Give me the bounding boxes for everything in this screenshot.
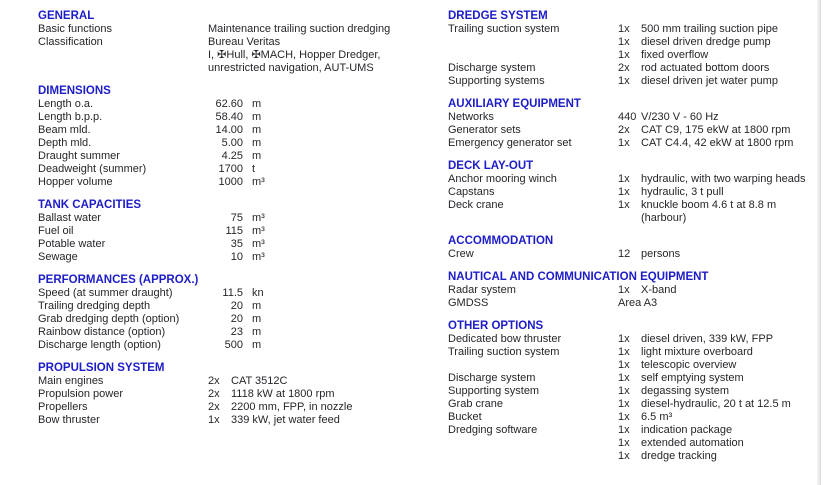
spec-quantity: 440 bbox=[618, 111, 637, 123]
spec-value-unit: m³ bbox=[252, 251, 265, 263]
spec-value-line: I, ✠Hull, ✠MACH, Hopper Dredger, bbox=[208, 49, 381, 61]
section-title: AUXILIARY EQUIPMENT bbox=[448, 98, 581, 110]
spec-description: CAT C4.4, 42 ekW at 1800 rpm bbox=[641, 137, 794, 149]
spec-value-unit: m³ bbox=[252, 212, 265, 224]
section-propulsion-system bbox=[38, 362, 448, 427]
section-nautical-and-communication-equipment bbox=[448, 271, 822, 310]
spec-values bbox=[618, 137, 822, 150]
spec-value-unit: kn bbox=[252, 287, 264, 299]
spec-value-number: 4.25 bbox=[221, 150, 243, 162]
spec-value-unit: m bbox=[252, 313, 262, 325]
section-dimensions bbox=[38, 85, 448, 189]
spec-quantity: 2x bbox=[208, 401, 220, 413]
spec-quantity: 1x bbox=[618, 346, 630, 358]
spec-value-number: 5.00 bbox=[221, 137, 243, 149]
spec-row bbox=[38, 313, 448, 326]
spec-values bbox=[618, 23, 822, 62]
spec-value-line bbox=[618, 199, 822, 212]
spec-quantity: 1x bbox=[618, 36, 630, 48]
spec-row bbox=[448, 124, 822, 137]
spec-row bbox=[448, 248, 822, 261]
spec-value-line bbox=[618, 372, 822, 385]
spec-description: hydraulic, 3 t pull bbox=[641, 186, 724, 198]
spec-label: Networks bbox=[448, 111, 494, 123]
spec-quantity: 2x bbox=[618, 124, 630, 136]
spec-value-number: 23 bbox=[230, 326, 243, 338]
section-auxiliary-equipment bbox=[448, 98, 822, 150]
spec-values bbox=[208, 375, 448, 388]
spec-row bbox=[38, 124, 448, 137]
spec-description: persons bbox=[641, 248, 681, 260]
spec-value-line bbox=[618, 333, 822, 346]
spec-values bbox=[618, 284, 822, 297]
spec-value-line bbox=[208, 401, 448, 414]
spec-row bbox=[448, 424, 822, 463]
section-other-options bbox=[448, 320, 822, 463]
spec-label: Length b.p.p. bbox=[38, 111, 103, 123]
spec-values bbox=[618, 398, 822, 411]
spec-value-number: 75 bbox=[230, 212, 243, 224]
spec-label: Trailing suction system bbox=[448, 346, 560, 358]
spec-row bbox=[448, 23, 822, 62]
spec-row bbox=[448, 137, 822, 150]
spec-values bbox=[208, 23, 448, 36]
spec-values bbox=[618, 62, 822, 75]
spec-value-line bbox=[618, 62, 822, 75]
spec-row bbox=[38, 23, 448, 36]
spec-description: CAT 3512C bbox=[231, 375, 288, 387]
spec-description: degassing system bbox=[641, 385, 730, 397]
spec-value-line bbox=[618, 212, 822, 225]
spec-value-unit: m³ bbox=[252, 225, 265, 237]
spec-values bbox=[618, 199, 822, 225]
spec-description: X-band bbox=[641, 284, 677, 296]
spec-row bbox=[448, 199, 822, 225]
spec-value-line: Bureau Veritas bbox=[208, 36, 281, 48]
section-deck-lay-out bbox=[448, 160, 822, 225]
spec-description: diesel driven, 339 kW, FPP bbox=[641, 333, 774, 345]
spec-description: 2200 mm, FPP, in nozzle bbox=[231, 401, 353, 413]
spec-value-number: 58.40 bbox=[215, 111, 243, 123]
spec-value-line bbox=[618, 111, 822, 124]
page-edge-shadow bbox=[816, 0, 821, 485]
spec-values bbox=[208, 36, 448, 75]
spec-row bbox=[38, 326, 448, 339]
spec-label: Discharge length (option) bbox=[38, 339, 161, 351]
spec-quantity: 1x bbox=[618, 173, 630, 185]
spec-quantity: 1x bbox=[618, 49, 630, 61]
section-performances-approx bbox=[38, 274, 448, 352]
spec-description: 1118 kW at 1800 rpm bbox=[231, 388, 335, 400]
spec-label: Grab crane bbox=[448, 398, 504, 410]
spec-label: Classification bbox=[38, 36, 103, 48]
spec-description: (harbour) bbox=[641, 212, 687, 224]
spec-label: Trailing dredging depth bbox=[38, 300, 151, 312]
spec-quantity: 1x bbox=[618, 186, 630, 198]
section-tank-capacities bbox=[38, 199, 448, 264]
spec-description: V/230 V - 60 Hz bbox=[641, 111, 719, 123]
spec-value-line bbox=[618, 284, 822, 297]
spec-row bbox=[38, 388, 448, 401]
spec-label: Bucket bbox=[448, 411, 482, 423]
spec-column-right bbox=[448, 10, 822, 473]
spec-description: self emptying system bbox=[641, 372, 744, 384]
spec-value-unit: m bbox=[252, 326, 262, 338]
spec-quantity: 1x bbox=[208, 414, 220, 426]
spec-description: knuckle boom 4.6 t at 8.8 m bbox=[641, 199, 777, 211]
spec-description: 6.5 m³ bbox=[641, 411, 673, 423]
spec-value-line bbox=[208, 388, 448, 401]
spec-label: Generator sets bbox=[448, 124, 521, 136]
spec-label: Hopper volume bbox=[38, 176, 113, 188]
spec-value-number: 35 bbox=[230, 238, 243, 250]
spec-description: light mixture overboard bbox=[641, 346, 753, 358]
spec-value-line bbox=[618, 385, 822, 398]
spec-description: diesel driven dredge pump bbox=[641, 36, 771, 48]
spec-quantity: 2x bbox=[618, 62, 630, 74]
spec-value-unit: m bbox=[252, 137, 262, 149]
spec-label: Bow thruster bbox=[38, 414, 100, 426]
spec-value-number: 11.5 bbox=[222, 287, 243, 299]
spec-label: Rainbow distance (option) bbox=[38, 326, 166, 338]
spec-value-line bbox=[618, 186, 822, 199]
spec-value-number: 10 bbox=[230, 251, 243, 263]
spec-value-line: Maintenance trailing suction dredging bbox=[208, 23, 391, 35]
spec-values bbox=[618, 75, 822, 88]
section-general bbox=[38, 10, 448, 75]
spec-label: Discharge system bbox=[448, 372, 536, 384]
spec-value-line bbox=[618, 49, 822, 62]
spec-quantity: 1x bbox=[618, 75, 630, 87]
spec-label: Radar system bbox=[448, 284, 516, 296]
spec-label: Propulsion power bbox=[38, 388, 123, 400]
spec-values bbox=[618, 411, 822, 424]
spec-description: rod actuated bottom doors bbox=[641, 62, 770, 74]
spec-value-number: 20 bbox=[230, 313, 243, 325]
spec-quantity: 1x bbox=[618, 284, 630, 296]
spec-values bbox=[618, 424, 822, 463]
spec-quantity: 2x bbox=[208, 388, 220, 400]
spec-quantity: 2x bbox=[208, 375, 220, 387]
spec-value-line bbox=[208, 414, 448, 427]
section-title: NAUTICAL AND COMMUNICATION EQUIPMENT bbox=[448, 271, 709, 283]
section-title: GENERAL bbox=[38, 10, 95, 22]
spec-label: Sewage bbox=[38, 251, 78, 263]
spec-label: Deck crane bbox=[448, 199, 504, 211]
section-title: PERFORMANCES (APPROX.) bbox=[38, 274, 199, 286]
spec-row bbox=[448, 62, 822, 75]
spec-quantity: 1x bbox=[618, 23, 630, 35]
spec-value-line bbox=[618, 450, 822, 463]
spec-description: hydraulic, with two warping heads bbox=[641, 173, 806, 185]
spec-label: Deadweight (summer) bbox=[38, 163, 147, 175]
spec-label: GMDSS bbox=[448, 297, 489, 309]
spec-value-unit: m bbox=[252, 124, 262, 136]
spec-quantity: 1x bbox=[618, 372, 630, 384]
section-title: DREDGE SYSTEM bbox=[448, 10, 548, 22]
spec-quantity: 1x bbox=[618, 137, 630, 149]
spec-label: Beam mld. bbox=[38, 124, 91, 136]
spec-row bbox=[38, 300, 448, 313]
spec-value-number: 14.00 bbox=[215, 124, 243, 136]
spec-value-unit: t bbox=[252, 163, 256, 175]
spec-label: Emergency generator set bbox=[448, 137, 572, 149]
spec-row bbox=[38, 401, 448, 414]
spec-label: Supporting system bbox=[448, 385, 540, 397]
spec-row bbox=[448, 173, 822, 186]
spec-quantity bbox=[618, 212, 641, 225]
spec-row bbox=[38, 238, 448, 251]
spec-label: Anchor mooring winch bbox=[448, 173, 557, 185]
section-title: DECK LAY-OUT bbox=[448, 160, 534, 172]
spec-description: telescopic overview bbox=[641, 359, 737, 371]
spec-values bbox=[618, 173, 822, 186]
spec-label: Dedicated bow thruster bbox=[448, 333, 562, 345]
spec-value-unit: m bbox=[252, 339, 262, 351]
spec-value-number: 115 bbox=[225, 225, 243, 237]
spec-label: Speed (at summer draught) bbox=[38, 287, 173, 299]
spec-value-line bbox=[618, 36, 822, 49]
spec-description: diesel-hydraulic, 20 t at 12.5 m bbox=[641, 398, 791, 410]
spec-row bbox=[38, 98, 448, 111]
spec-label: Supporting systems bbox=[448, 75, 545, 87]
spec-row bbox=[448, 297, 822, 310]
spec-values bbox=[208, 401, 448, 414]
spec-value-number: 1000 bbox=[218, 176, 243, 188]
spec-values bbox=[208, 414, 448, 427]
spec-value-line bbox=[618, 23, 822, 36]
spec-description: 500 mm trailing suction pipe bbox=[641, 23, 778, 35]
spec-row bbox=[38, 339, 448, 352]
section-title: PROPULSION SYSTEM bbox=[38, 362, 165, 374]
spec-values bbox=[618, 186, 822, 199]
spec-values bbox=[618, 333, 822, 346]
spec-row bbox=[448, 75, 822, 88]
spec-label: Propellers bbox=[38, 401, 88, 413]
spec-quantity: 1x bbox=[618, 385, 630, 397]
spec-quantity: 1x bbox=[618, 437, 630, 449]
spec-quantity: 1x bbox=[618, 398, 630, 410]
spec-quantity: 12 bbox=[618, 248, 631, 260]
spec-row bbox=[448, 111, 822, 124]
spec-values bbox=[618, 124, 822, 137]
spec-value-unit: m bbox=[252, 150, 262, 162]
spec-value-line bbox=[618, 346, 822, 359]
spec-value-line bbox=[618, 398, 822, 411]
spec-label: Depth mld. bbox=[38, 137, 92, 149]
spec-value-number: 500 bbox=[224, 339, 243, 351]
spec-values bbox=[618, 385, 822, 398]
spec-column-left bbox=[38, 10, 448, 473]
spec-description: CAT C9, 175 ekW at 1800 rpm bbox=[641, 124, 791, 136]
spec-value-unit: m³ bbox=[252, 238, 265, 250]
spec-values bbox=[618, 346, 822, 372]
spec-label: Length o.a. bbox=[38, 98, 94, 110]
spec-value-unit: m bbox=[252, 111, 262, 123]
spec-value-number: 1700 bbox=[218, 163, 243, 175]
spec-value-unit: m bbox=[252, 300, 262, 312]
spec-value-line: Area A3 bbox=[618, 297, 658, 309]
spec-value-line bbox=[618, 75, 822, 88]
spec-quantity: 1x bbox=[618, 333, 630, 345]
spec-description: 339 kW, jet water feed bbox=[231, 414, 340, 426]
section-title: TANK CAPACITIES bbox=[38, 199, 142, 211]
spec-row bbox=[448, 411, 822, 424]
spec-row bbox=[38, 287, 448, 300]
spec-label: Basic functions bbox=[38, 23, 112, 35]
spec-row bbox=[448, 333, 822, 346]
spec-values bbox=[208, 388, 448, 401]
spec-row bbox=[38, 163, 448, 176]
spec-value-line bbox=[618, 248, 822, 261]
spec-row bbox=[38, 111, 448, 124]
spec-label: Trailing suction system bbox=[448, 23, 560, 35]
section-title: ACCOMMODATION bbox=[448, 235, 554, 247]
spec-value-line bbox=[618, 137, 822, 150]
spec-label: Fuel oil bbox=[38, 225, 74, 237]
spec-label: Grab dredging depth (option) bbox=[38, 313, 180, 325]
spec-label: Discharge system bbox=[448, 62, 536, 74]
spec-row bbox=[448, 284, 822, 297]
spec-row bbox=[38, 150, 448, 163]
spec-row bbox=[38, 137, 448, 150]
spec-description: extended automation bbox=[641, 437, 744, 449]
spec-label: Potable water bbox=[38, 238, 106, 250]
spec-quantity: 1x bbox=[618, 359, 630, 371]
spec-values bbox=[618, 248, 822, 261]
spec-value-line: unrestricted navigation, AUT-UMS bbox=[208, 62, 374, 74]
spec-row bbox=[38, 225, 448, 238]
spec-quantity: 1x bbox=[618, 450, 630, 462]
spec-row bbox=[38, 375, 448, 388]
spec-row bbox=[38, 414, 448, 427]
spec-values bbox=[618, 297, 822, 310]
section-title: DIMENSIONS bbox=[38, 85, 111, 97]
spec-row bbox=[448, 385, 822, 398]
spec-description: indication package bbox=[641, 424, 733, 436]
section-dredge-system bbox=[448, 10, 822, 88]
spec-row bbox=[38, 176, 448, 189]
spec-row bbox=[448, 398, 822, 411]
spec-description: dredge tracking bbox=[641, 450, 717, 462]
spec-row bbox=[38, 212, 448, 225]
spec-quantity: 1x bbox=[618, 411, 630, 423]
spec-row bbox=[448, 186, 822, 199]
section-title: OTHER OPTIONS bbox=[448, 320, 544, 332]
spec-value-line bbox=[618, 124, 822, 137]
spec-value-unit: m³ bbox=[252, 176, 265, 188]
spec-value-line bbox=[618, 424, 822, 437]
spec-description: fixed overflow bbox=[641, 49, 709, 61]
spec-row bbox=[38, 36, 448, 75]
section-accommodation bbox=[448, 235, 822, 261]
spec-values bbox=[618, 111, 822, 124]
spec-value-number: 20 bbox=[230, 300, 243, 312]
spec-label: Dredging software bbox=[448, 424, 538, 436]
spec-value-line bbox=[618, 437, 822, 450]
spec-value-number: 62.60 bbox=[215, 98, 243, 110]
spec-value-line bbox=[618, 173, 822, 186]
spec-label: Capstans bbox=[448, 186, 495, 198]
spec-values bbox=[618, 372, 822, 385]
spec-quantity: 1x bbox=[618, 424, 630, 436]
spec-quantity: 1x bbox=[618, 199, 630, 211]
spec-value-line bbox=[208, 375, 448, 388]
spec-value-line bbox=[618, 359, 822, 372]
spec-row bbox=[448, 372, 822, 385]
spec-label: Draught summer bbox=[38, 150, 120, 162]
spec-value-line bbox=[618, 411, 822, 424]
spec-value-unit: m bbox=[252, 98, 262, 110]
spec-description: diesel driven jet water pump bbox=[641, 75, 778, 87]
spec-label: Main engines bbox=[38, 375, 104, 387]
spec-row bbox=[38, 251, 448, 264]
spec-row bbox=[448, 346, 822, 372]
spec-label: Ballast water bbox=[38, 212, 101, 224]
spec-label: Crew bbox=[448, 248, 474, 260]
